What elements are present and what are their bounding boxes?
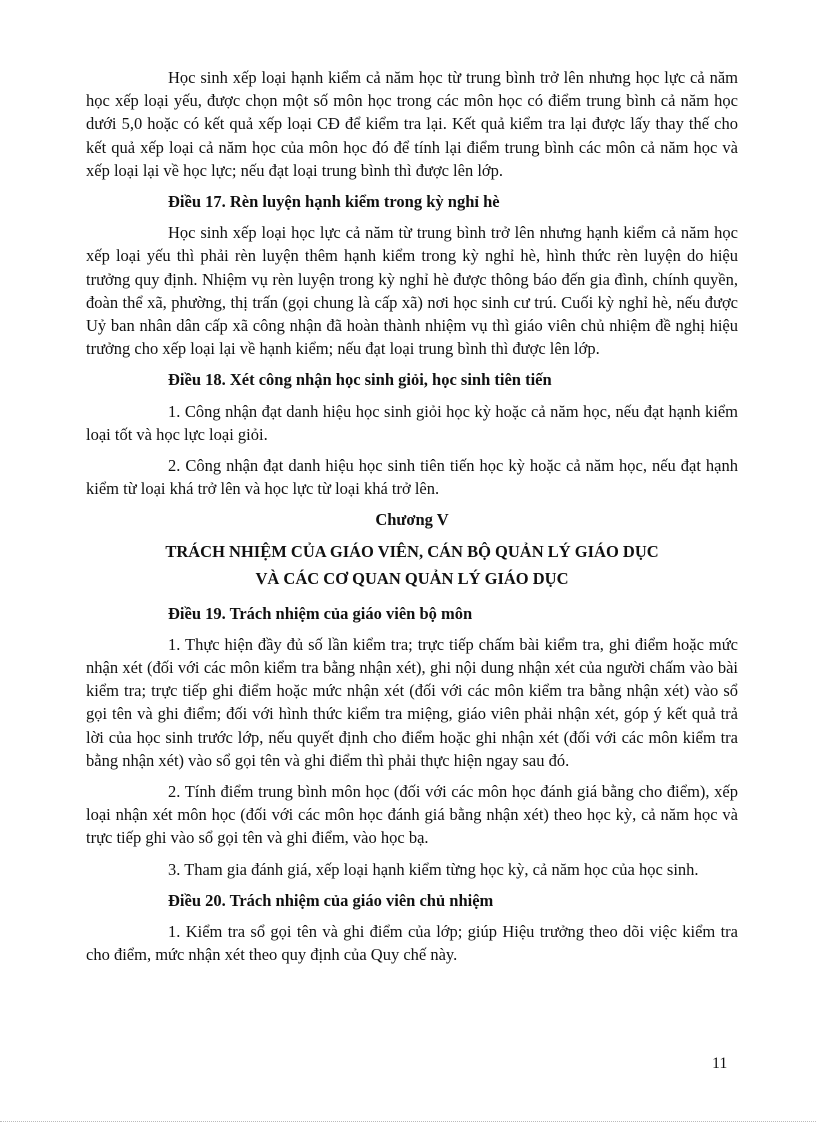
page-number: 11 [712, 1055, 728, 1072]
article-17-body: Học sinh xếp loại học lực cả năm từ trung bình trở lên nhưng hạnh kiểm cả năm học xếp loại yếu thì phải rèn luyện thêm hạnh kiểm trong kỳ nghỉ hè, hình thức rèn luyện do hiệu trưởng quy định. Nhiệm vụ rèn luyện trong kỳ nghỉ hè được thông báo đến gia đình, chính quyền, đoàn thể xã, phường, thị trấn (gọi chung là cấp xã) nơi học sinh cư trú. Cuối kỳ nghỉ hè, nếu được Uỷ ban nhân dân cấp xã công nhận đã hoàn thành nhiệm vụ thì giáo viên chủ nhiệm đề nghị hiệu trưởng cho xếp loại lại về hạnh kiểm; nếu đạt loại trung bình thì được lên lớp. [86, 223, 738, 359]
article-19-heading: Điều 19. Trách nhiệm của giáo viên bộ môn [168, 603, 473, 623]
paragraph-retest: Học sinh xếp loại hạnh kiểm cả năm học từ trung bình trở lên nhưng học lực cả năm học xếp loại yếu, được chọn một số môn học trong các môn học có điểm trung bình cả năm học dưới 5,0 hoặc có kết quả xếp loại CĐ để kiểm tra lại. Kết quả kiểm tra lại được lấy thay thế cho kết quả xếp loại cả năm học của môn học đó để tính lại điểm trung bình các môn cả năm học và xếp loại lại về học lực; nếu đạt loại trung bình thì được lên lớp. [86, 68, 738, 180]
article-18-clause-2: 2. Công nhận đạt danh hiệu học sinh tiên tiến học kỳ hoặc cả năm học, nếu đạt hạnh kiểm từ loại khá trở lên và học lực từ loại khá trở lên. [86, 456, 738, 499]
chapter-title [86, 538, 738, 592]
article-19-clause-2: 2. Tính điểm trung bình môn học (đối với các môn học đánh giá bằng cho điểm), xếp loại nhận xét môn học (đối với các môn học đánh giá bằng nhận xét) theo học kỳ, cả năm học và trực tiếp ghi vào sổ gọi tên và ghi điểm, vào học bạ. [86, 782, 738, 848]
article-20-clause-1: 1. Kiểm tra sổ gọi tên và ghi điểm của lớp; giúp Hiệu trưởng theo dõi việc kiểm tra cho điểm, mức nhận xét theo quy định của Quy chế này. [86, 922, 738, 965]
article-19-clause-1: 1. Thực hiện đầy đủ số lần kiểm tra; trực tiếp chấm bài kiểm tra, ghi điểm hoặc mức nhận xét (đối với các môn kiểm tra bằng nhận xét), ghi nội dung nhận xét của người chấm vào bài kiểm tra; trực tiếp ghi điểm hoặc mức nhận xét (đối với các môn kiểm tra bằng nhận xét) vào sổ gọi tên và ghi điểm; đối với hình thức kiểm tra miệng, giáo viên phải nhận xét, góp ý kết quả trả lời của học sinh trước lớp, nếu quyết định cho điểm hoặc ghi nhận xét (đối với các môn kiểm tra bằng nhận xét) vào sổ gọi tên và ghi điểm thì phải thực hiện ngay sau đó. [86, 634, 738, 770]
chapter-title-line-2: VÀ CÁC CƠ QUAN QUẢN LÝ GIÁO DỤC [255, 568, 569, 588]
chapter-title-line-1: TRÁCH NHIỆM CỦA GIÁO VIÊN, CÁN BỘ QUẢN LÝ GIÁO DỤC [165, 541, 659, 561]
article-18-clause-1: 1. Công nhận đạt danh hiệu học sinh giỏi học kỳ hoặc cả năm học, nếu đạt hạnh kiểm loại tốt và học lực loại giỏi. [86, 401, 738, 444]
article-18-heading: Điều 18. Xét công nhận học sinh giỏi, học sinh tiên tiến [168, 370, 552, 390]
chapter-label: Chương V [375, 510, 449, 530]
article-20-heading: Điều 20. Trách nhiệm của giáo viên chủ nhiệm [168, 890, 494, 910]
document-page [86, 66, 738, 975]
article-19-clause-3: 3. Tham gia đánh giá, xếp loại hạnh kiểm từng học kỳ, cả năm học của học sinh. [168, 859, 699, 879]
article-17-heading: Điều 17. Rèn luyện hạnh kiểm trong kỳ nghỉ hè [168, 192, 500, 212]
